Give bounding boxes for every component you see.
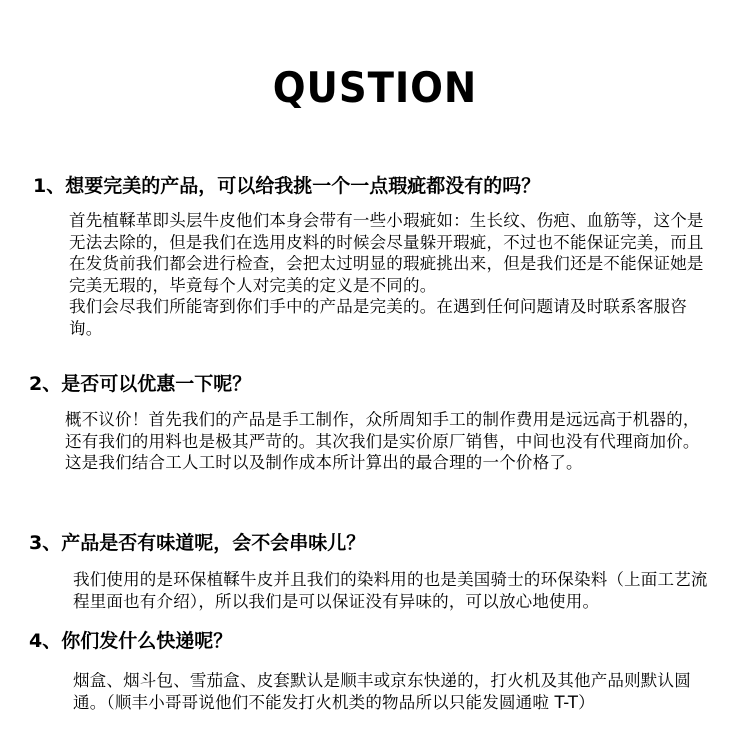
faq-answer-paragraph: 我们使用的是环保植鞣牛皮并且我们的染料用的也是美国骑士的环保染料（上面工艺流程里面也有介绍），所以我们是可以保证没有异味的，可以放心地使用。	[73, 570, 708, 611]
faq-item	[0, 530, 750, 612]
faq-answer	[73, 569, 713, 612]
faq-answer	[65, 409, 707, 474]
faq-answer-paragraph: 首先植鞣革即头层牛皮他们本身会带有一些小瑕疵如：生长纹、伤疤、血筋等，这个是无法去除的，但是我们在选用皮料的时候会尽量躲开瑕疵，不过也不能保证完美，而且在发货前我们都会进行检查，会把太过明显的瑕疵挑出来，但是我们还是不能保证她是完美无瑕的，毕竟每个人对完美的定义是不同的。	[69, 211, 704, 295]
faq-question: 4、你们发什么快递呢？	[29, 630, 233, 652]
faq-answer-paragraph: 我们会尽我们所能寄到你们手中的产品是完美的。在遇到任何问题请及时联系客服咨询。	[69, 297, 687, 338]
faq-question: 3、产品是否有味道呢，会不会串味儿？	[29, 532, 366, 554]
faq-answer-paragraph: 烟盒、烟斗包、雪茄盒、皮套默认是顺丰或京东快递的，打火机及其他产品则默认圆通。（顺丰小哥哥说他们不能发打火机类的物品所以只能发圆通啦 T-T）	[73, 671, 691, 712]
faq-answer-paragraph: 概不议价！首先我们的产品是手工制作，众所周知手工的制作费用是远远高于机器的，还有我们的用料也是极其严苛的。其次我们是实价原厂销售，中间也没有代理商加价。这是我们结合工人工时以及制作成本所计算出的最合理的一个价格了。	[65, 410, 700, 472]
page-title: QUSTION	[272, 63, 478, 112]
faq-question: 2、是否可以优惠一下呢？	[29, 373, 252, 395]
faq-answer	[69, 210, 709, 339]
faq-item	[0, 371, 750, 474]
faq-item	[0, 628, 750, 713]
faq-item	[0, 173, 750, 339]
faq-question: 1、想要完美的产品，可以给我挑一个一点瑕疵都没有的吗？	[33, 175, 541, 197]
faq-answer	[73, 670, 713, 713]
